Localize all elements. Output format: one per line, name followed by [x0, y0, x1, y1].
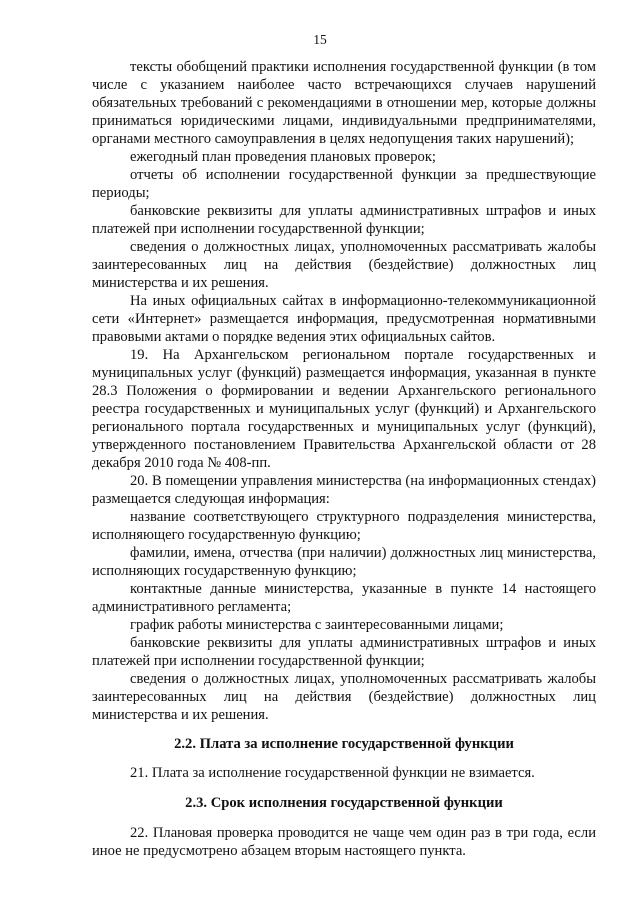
- paragraph: фамилии, имена, отчества (при наличии) должностных лиц министерства, исполняющих государственную функцию;: [92, 545, 596, 579]
- paragraph: 19. На Архангельском региональном портале государственных и муниципальных услуг (функций) размещается информация, указанная в пункте 28.3 Положения о формировании и ведении Архангельского регионального реестра государственных и муниципальных услуг (функций) и Архангельского регионального портала государственных и муниципальных услуг (функций), утвержденного постановлением Правительства Архангельской области от 28 декабря 2010 года № 408-пп.: [92, 347, 596, 471]
- section-heading-2-3: 2.3. Срок исполнения государственной функции: [185, 795, 503, 811]
- paragraph: сведения о должностных лицах, уполномоченных рассматривать жалобы заинтересованных лиц на действия (бездействие) должностных лиц министерства и их решения.: [92, 239, 596, 291]
- paragraph: сведения о должностных лицах, уполномоченных рассматривать жалобы заинтересованных лиц на действия (бездействие) должностных лиц министерства и их решения.: [92, 671, 596, 723]
- paragraph: тексты обобщений практики исполнения государственной функции (в том числе с указанием наиболее часто встречающихся случаев нарушений обязательных требований с рекомендациями в отношении мер, которые должны приниматься юридическими лицами, индивидуальными предпринимателями, органами местного самоуправления в целях недопущения таких нарушений);: [92, 59, 596, 147]
- paragraph: 21. Плата за исполнение государственной функции не взимается.: [130, 765, 535, 781]
- document-body: [92, 58, 596, 860]
- paragraph: график работы министерства с заинтересованными лицами;: [130, 617, 504, 633]
- paragraph: контактные данные министерства, указанные в пункте 14 настоящего административного регламента;: [92, 581, 596, 615]
- paragraph: 20. В помещении управления министерства (на информационных стендах) размещается следующая информация:: [92, 473, 596, 507]
- paragraph: На иных официальных сайтах в информационно-телекоммуникационной сети «Интернет» размещается информация, предусмотренная нормативными правовыми актами о порядке ведения этих официальных сайтов.: [92, 293, 596, 345]
- section-heading-2-2: 2.2. Плата за исполнение государственной функции: [174, 736, 514, 752]
- paragraph: название соответствующего структурного подразделения министерства, исполняющего государственную функцию;: [92, 509, 596, 543]
- paragraph: 22. Плановая проверка проводится не чаще чем один раз в три года, если иное не предусмотрено абзацем вторым настоящего пункта.: [92, 825, 596, 859]
- page-number: 15: [313, 32, 327, 47]
- paragraph: банковские реквизиты для уплаты административных штрафов и иных платежей при исполнении государственной функции;: [92, 203, 596, 237]
- paragraph: ежегодный план проведения плановых проверок;: [130, 149, 436, 165]
- paragraph: отчеты об исполнении государственной функции за предшествующие периоды;: [92, 167, 596, 201]
- paragraph: банковские реквизиты для уплаты административных штрафов и иных платежей при исполнении государственной функции;: [92, 635, 596, 669]
